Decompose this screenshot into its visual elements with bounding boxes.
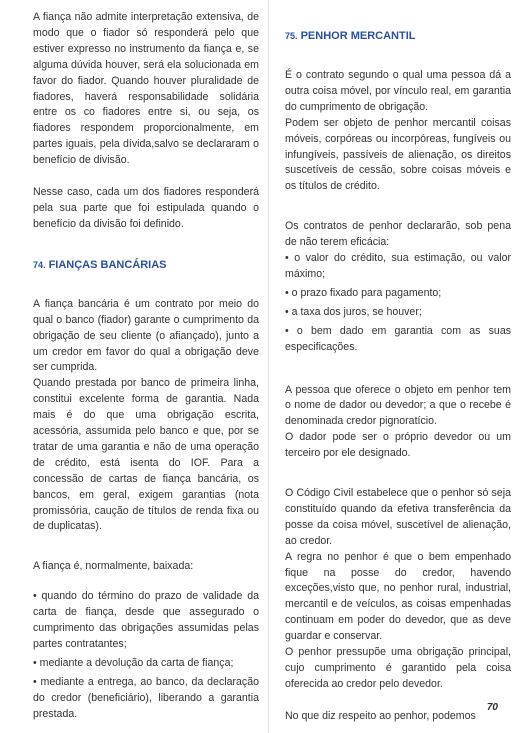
paragraph: No que diz respeito ao penhor, podemos [285,709,476,722]
section-title: PENHOR MERCANTIL [300,30,416,42]
list-item: • quando do término do prazo de validade da carta de fiança, desde que assegurado o cumprimento das obrigações assumidas pelas partes contratantes; [33,589,259,653]
paragraph: Os contratos de penhor declararão, sob pena de não terem eficácia: [285,220,511,249]
paragraph: A regra no penhor é que o bem empenhado fique na posse do credor, havendo exceções,visto que, no penhor rural, industrial, mercantil e de veículos, as coisas empenhadas continuam em poder do devedor, que as deve guardar e conservar. [285,550,511,643]
section-heading-74 [33,257,259,273]
list-item: • mediante a devolução da carta de fiança; [33,656,259,672]
paragraph: O Código Civil estabelece que o penhor só seja constituído quando da efetiva transferência da posse da coisa móvel, suscetível de alienação, ao credor. [285,487,511,547]
paragraph: A fiança bancária é um contrato por meio do qual o banco (fiador) garante o cumprimento da obrigação de seu cliente (o afiançado), junto a um credor em favor do qual a obrigação deve ser cumprida. [33,297,259,374]
paragraph: A pessoa que oferece o objeto em penhor tem o nome de dador ou devedor; a que o recebe é denominada credor pignoratício. [285,383,511,428]
left-column [33,10,259,726]
page-number: 70 [486,702,498,713]
paragraph: O penhor pressupõe uma obrigação principal, cujo cumprimento é garantido pela coisa oferecida ao credor pelo devedor. [285,646,511,690]
right-column [285,28,511,725]
list-item: • a taxa dos juros, se houver; [285,305,511,321]
paragraph: A fiança é, normalmente, baixada: [33,560,194,573]
paragraph: Quando prestada por banco de primeira linha, constitui excelente forma de garantia. Nada mais é do que uma obrigação escrita, acessória, assumida pelo banco e que, por se tratar de uma garantia e não de uma operação de crédito, está isenta do IOF. Para a concessão de cartas de fiança bancária, os bancos, em geral, exigem garantias (nota promissória, caução de títulos de renda fixa ou de duplicatas). [33,377,259,533]
column-divider [268,0,269,733]
paragraph: O dador pode ser o próprio devedor ou um terceiro por ele designado. [285,431,511,460]
list-item: • mediante a entrega, ao banco, da declaração do credor (beneficiário), liberando a garantia prestada. [33,675,259,723]
paragraph: Nesse caso, cada um dos fiadores responderá pela sua parte que foi estipulada quando o benefício da divisão foi definido. [33,186,259,230]
list-item: • o valor do crédito, sua estimação, ou valor máximo; [285,251,511,283]
section-number: 74. [33,259,46,270]
section-number: 75. [285,31,298,41]
paragraph: Podem ser objeto de penhor mercantil coisas móveis, corpóreas ou incorpóreas, fungíveis ou infungíveis, passíveis de alienação, os direitos suscetíveis de cessão, sobre coisas móveis e os títulos de crédito. [285,116,511,193]
list-item: • o prazo fixado para pagamento; [285,286,511,302]
section-heading-75 [285,28,511,44]
section-title: FIANÇAS BANCÁRIAS [48,258,167,271]
list-item: • o bem dado em garantia com as suas especificações. [285,324,511,356]
paragraph: É o contrato segundo o qual uma pessoa dá a outra coisa móvel, por vínculo real, em garantia do cumprimento de obrigação. [285,69,511,113]
paragraph: A fiança não admite interpretação extensiva, de modo que o fiador só responderá pelo que estiver expresso no instrumento da fiança e, se alguma dúvida houver, será ela solucionada em favor do fiador. Quando houver pluralidade de fiadores, haverá responsabilidade solidária entre os co fiadores entre si, ou seja, os fiadores respondem proporcionalmente, em partes iguais, pela dívida,salvo se declararam o benefício de divisão. [33,11,259,167]
